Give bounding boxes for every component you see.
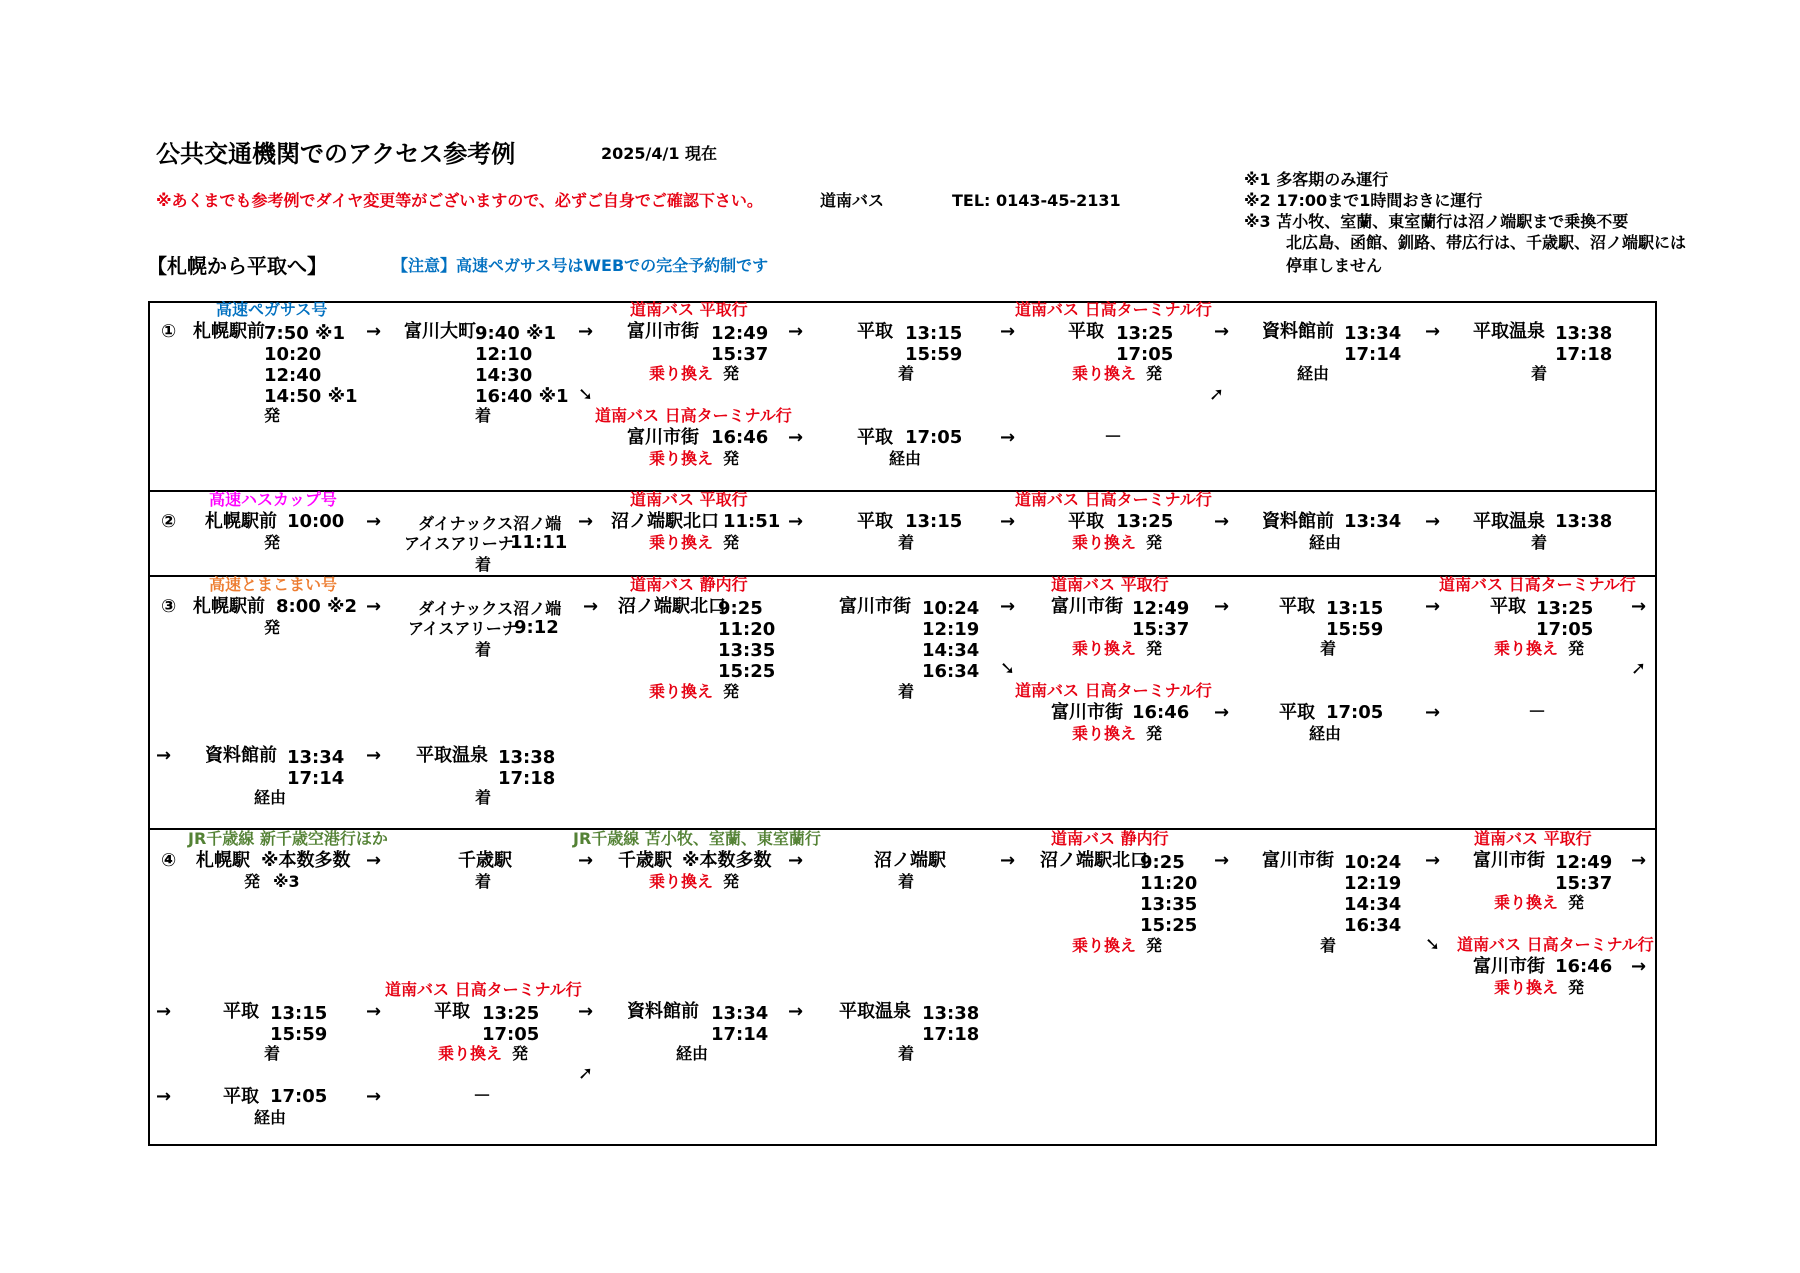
station-hiratori: 平取 [223,1086,259,1107]
dep-label: 発 [512,1044,529,1063]
arrow-icon: → [156,745,172,766]
route-number: ① [161,321,177,342]
note-3-line-3: 停車しません [1286,256,1383,275]
arrow-icon: → [156,1001,172,1022]
arrow-down-icon: ➘ [1000,658,1016,679]
station-chitose: 千歳駅 [458,850,512,871]
dep-label: 発 [1146,724,1163,743]
arrow-icon: → [578,850,594,871]
line-hidaka: 道南バス 日高ターミナル行 [1015,490,1212,509]
arr-label: 着 [898,682,915,701]
station-arena-2: アイスアリーナ [408,619,518,638]
station-onsen: 平取温泉 [1473,321,1545,342]
dep-label: 発 [1146,639,1163,658]
arr-label: 着 [1320,639,1337,658]
arr-label: 着 [898,872,915,891]
station-numanohata-kita: 沼ノ端駅北口 [618,596,726,617]
station-numanohata: 沼ノ端駅 [874,850,946,871]
arrow-icon: → [788,1001,804,1022]
station-tomikawa: 富川市街 [627,427,699,448]
shiryokan-times: 13:34 17:14 [711,1003,769,1045]
as-of-date: 2025/4/1 現在 [601,144,718,163]
dash: － [1528,702,1546,723]
dep-label: 発 [264,618,281,637]
line-jr-numanohata: JR千歳線 苫小牧、室蘭、東室蘭行 [573,829,821,848]
dep-label: 発 [244,872,261,891]
hiratori-time: 13:15 [905,511,963,532]
arrow-icon: → [366,745,382,766]
onsen-times: 13:38 17:18 [922,1003,980,1045]
arrow-icon: → [366,321,382,342]
numa-times: 9:25 11:20 13:35 15:25 [1140,852,1198,936]
arena-time: 11:11 [510,532,568,553]
station-hiratori: 平取 [1279,596,1315,617]
station-hiratori: 平取 [1068,511,1104,532]
arrow-up-icon: ➚ [1631,658,1647,679]
station-hiratori: 平取 [1279,702,1315,723]
arrow-icon: → [1425,321,1441,342]
sapporo-time: 10:00 [287,511,345,532]
arrow-icon: → [1214,702,1230,723]
arrow-icon: → [1425,702,1441,723]
dep-label: 発 [264,406,281,425]
station-shiryokan: 資料館前 [627,1001,699,1022]
transfer-label: 乗り換え [649,682,714,701]
station-chitose: 千歳駅 [618,850,672,871]
station-arena-2: アイスアリーナ [404,534,514,553]
onsen-time: 13:38 [1555,511,1613,532]
arr-label: 着 [475,788,492,807]
line-pegasus: 高速ペガサス号 [216,300,328,319]
line-huskap: 高速ハスカップ号 [209,490,337,509]
arrow-icon: → [1000,511,1016,532]
dep-label: 発 [1568,978,1585,997]
arr-label: 着 [475,406,492,425]
line-hidaka: 道南バス 日高ターミナル行 [1439,575,1636,594]
transfer-label: 乗り換え [1072,936,1137,955]
note-3-line-2: 北広島、函館、釧路、帯広行は、千歳駅、沼ノ端駅には [1286,233,1687,252]
dash: － [1104,427,1122,448]
transfer-label: 乗り換え [1494,639,1559,658]
dep-label: 発 [723,533,740,552]
station-tomikawa: 富川市街 [839,596,911,617]
station-hiratori: 平取 [857,321,893,342]
station-arena: ダイナックス沼ノ端 [418,599,562,618]
transfer-label: 乗り換え [1072,724,1137,743]
note-2: ※2 17:00まで1時間おきに運行 [1244,191,1483,210]
arena-time: 9:12 [514,617,559,638]
sapporo-time: 8:00 ※2 [276,596,358,617]
arr-label: 着 [475,555,492,574]
hiratori-times: 13:15 15:59 [270,1003,328,1045]
line-hiratori: 道南バス 平取行 [630,300,748,319]
company-name: 道南バス [820,191,885,210]
arrow-icon: → [366,850,382,871]
transfer-label: 乗り換え [649,533,714,552]
arrow-down-icon: ➘ [1425,934,1441,955]
hiratori-times: 13:15 15:59 [1326,598,1384,640]
arrow-icon: → [788,427,804,448]
station-tomikawa-oomachi: 富川大町 [404,321,476,342]
via-label: 経由 [1309,533,1342,552]
hiratori2-times: 13:25 17:05 [1536,598,1594,640]
arrow-icon: → [1000,321,1016,342]
route-number: ② [161,511,177,532]
dep-label: 発 [723,449,740,468]
arr-label: 着 [898,1044,915,1063]
arrow-icon: → [1214,321,1230,342]
route-number: ④ [161,850,177,871]
row-divider [148,575,1657,577]
station-tomikawa: 富川市街 [627,321,699,342]
transfer-label: 乗り換え [649,364,714,383]
arr-label: 着 [898,533,915,552]
station-sapporo-mae: 札幌駅前 [205,511,277,532]
dash: － [473,1086,491,1107]
hiratori2-times: 13:25 17:05 [482,1003,540,1045]
via-label: 経由 [1297,364,1330,383]
hiratori-times: 13:25 17:05 [1116,323,1174,365]
tomikawa-times: 12:49 15:37 [711,323,769,365]
line-hiratori: 道南バス 平取行 [1474,829,1592,848]
warning-text: ※あくまでも参考例でダイヤ変更等がございますので、必ずご自身でご確認下さい。 [156,191,763,210]
arr-label: 着 [1531,364,1548,383]
station-shiryokan: 資料館前 [1262,511,1334,532]
arrow-icon: → [578,511,594,532]
dep-label: 発 [1146,364,1163,383]
line-shizunai: 道南バス 静内行 [1051,829,1169,848]
numa-times: 9:25 11:20 13:35 15:25 [718,598,776,682]
arrow-icon: → [578,1001,594,1022]
line-tomakomai: 高速とまこまい号 [209,575,338,594]
tomikawa-alt-time: 16:46 [1555,956,1613,977]
line-hidaka: 道南バス 日高ターミナル行 [385,980,582,999]
dep-label: 発 [1146,936,1163,955]
transfer-label: 乗り換え [1494,893,1559,912]
arrow-icon: → [366,596,382,617]
page-title: 公共交通機関でのアクセス参考例 [156,140,516,168]
onsen-times: 13:38 17:18 [1555,323,1613,365]
station-tomikawa: 富川市街 [1262,850,1334,871]
station-tomikawa: 富川市街 [1473,850,1545,871]
shiryokan-times: 13:34 17:14 [287,747,345,789]
via-label: 経由 [1309,724,1342,743]
section-heading: 【札幌から平取へ】 [147,254,327,278]
hiratori-alt-time: 17:05 [905,427,963,448]
arrow-icon: → [1631,956,1647,977]
line-hiratori: 道南バス 平取行 [1051,575,1169,594]
station-hiratori: 平取 [1490,596,1526,617]
arrow-icon: → [1425,596,1441,617]
dep-label: 発 [1146,533,1163,552]
station-tomikawa: 富川市街 [1051,596,1123,617]
arr-label: 着 [1531,533,1548,552]
pegasus-notice: 【注意】高速ペガサス号はWEBでの完全予約制です [392,256,769,275]
station-sapporo: 札幌駅 [196,850,250,871]
shiryokan-times: 13:34 17:14 [1344,323,1402,365]
arrow-icon: → [156,1086,172,1107]
hiratori-alt-time: 17:05 [1326,702,1384,723]
arrow-down-icon: ➘ [578,384,594,405]
note-ref: ※3 [273,872,300,891]
arr-label: 着 [264,1044,281,1063]
tomikawa2-times: 12:49 15:37 [1555,852,1613,894]
station-arena: ダイナックス沼ノ端 [418,514,562,533]
via-label: 経由 [676,1044,709,1063]
arr-label: 着 [898,364,915,383]
arrow-icon: → [1631,596,1647,617]
transfer-label: 乗り換え [1494,978,1559,997]
arrow-icon: → [1000,850,1016,871]
transfer-label: 乗り換え [438,1044,503,1063]
station-onsen: 平取温泉 [839,1001,911,1022]
dep-label: 発 [264,533,281,552]
row-divider [148,490,1657,492]
arrow-icon: → [1000,596,1016,617]
station-hiratori: 平取 [857,511,893,532]
hiratori2-time: 13:25 [1116,511,1174,532]
station-sapporo-mae: 札幌駅前 [193,321,265,342]
arrow-icon: → [1425,511,1441,532]
arrow-icon: → [788,321,804,342]
station-hiratori: 平取 [434,1001,470,1022]
dep-label: 発 [1568,639,1585,658]
station-numanohata-kita: 沼ノ端駅北口 [611,511,719,532]
station-hiratori: 平取 [223,1001,259,1022]
arrow-icon: → [1000,427,1016,448]
station-onsen: 平取温泉 [416,745,488,766]
station-hiratori: 平取 [857,427,893,448]
via-label: 経由 [254,1108,287,1127]
arrow-icon: → [1214,596,1230,617]
company-tel: TEL: 0143-45-2131 [952,191,1121,210]
arrow-up-icon: ➚ [578,1063,594,1084]
numa-time: 11:51 [723,511,781,532]
line-jr-chitose: JR千歳線 新千歳空港行ほか [188,829,388,848]
arrow-icon: → [1214,850,1230,871]
shiryokan-time: 13:34 [1344,511,1402,532]
station-shiryokan: 資料館前 [1262,321,1334,342]
transfer-label: 乗り換え [1072,364,1137,383]
transfer-label: 乗り換え [649,449,714,468]
line-shizunai: 道南バス 静内行 [630,575,748,594]
dep-label: 発 [723,364,740,383]
via-label: 経由 [889,449,922,468]
transfer-label: 乗り換え [649,872,714,891]
dep-label: 発 [1568,893,1585,912]
station-tomikawa: 富川市街 [1051,702,1123,723]
line-hiratori: 道南バス 平取行 [630,490,748,509]
note-1: ※1 多客期のみ運行 [1244,170,1389,189]
dep-label: 発 [723,682,740,701]
hiratori-times: 13:15 15:59 [905,323,963,365]
arrow-icon: → [788,511,804,532]
arrow-icon: → [366,1001,382,1022]
dep-label: 発 [723,872,740,891]
arrow-icon: → [788,850,804,871]
tomikawa-times: 10:24 12:19 14:34 16:34 [922,598,980,682]
via-label: 経由 [254,788,287,807]
line-hidaka: 道南バス 日高ターミナル行 [1457,935,1654,954]
onsen-times: 13:38 17:18 [498,747,556,789]
hiratori-alt-time: 17:05 [270,1086,328,1107]
transfer-label: 乗り換え [1072,639,1137,658]
line-hidaka: 道南バス 日高ターミナル行 [595,406,792,425]
transfer-label: 乗り換え [1072,533,1137,552]
arr-label: 着 [1320,936,1337,955]
frequency-note: ※本数多数 [682,850,772,871]
tomikawa2-times: 12:49 15:37 [1132,598,1190,640]
tomikawa-alt-time: 16:46 [711,427,769,448]
arrow-up-icon: ➚ [1209,384,1225,405]
tomikawa-alt-time: 16:46 [1132,702,1190,723]
route-number: ③ [161,596,177,617]
arrow-icon: → [1214,511,1230,532]
station-onsen: 平取温泉 [1473,511,1545,532]
station-tomikawa: 富川市街 [1473,956,1545,977]
arr-label: 着 [475,640,492,659]
note-3: ※3 苫小牧、室蘭、東室蘭行は沼ノ端駅まで乗換不要 [1244,212,1629,231]
frequency-note: ※本数多数 [261,850,351,871]
tomikawa-times: 10:24 12:19 14:34 16:34 [1344,852,1402,936]
arrow-icon: → [583,596,599,617]
sapporo-times: 7:50 ※1 10:20 12:40 14:50 ※1 [264,323,358,407]
arrow-icon: → [366,1086,382,1107]
station-numanohata-kita: 沼ノ端駅北口 [1040,850,1148,871]
arr-label: 着 [475,872,492,891]
line-hidaka: 道南バス 日高ターミナル行 [1015,681,1212,700]
station-sapporo-mae: 札幌駅前 [193,596,265,617]
arrow-icon: → [578,321,594,342]
station-hiratori: 平取 [1068,321,1104,342]
line-hidaka: 道南バス 日高ターミナル行 [1015,300,1212,319]
arrow-icon: → [1631,850,1647,871]
station-shiryokan: 資料館前 [205,745,277,766]
arrow-icon: → [1425,850,1441,871]
arrow-icon: → [366,511,382,532]
oomachi-times: 9:40 ※1 12:10 14:30 16:40 ※1 [475,323,569,407]
